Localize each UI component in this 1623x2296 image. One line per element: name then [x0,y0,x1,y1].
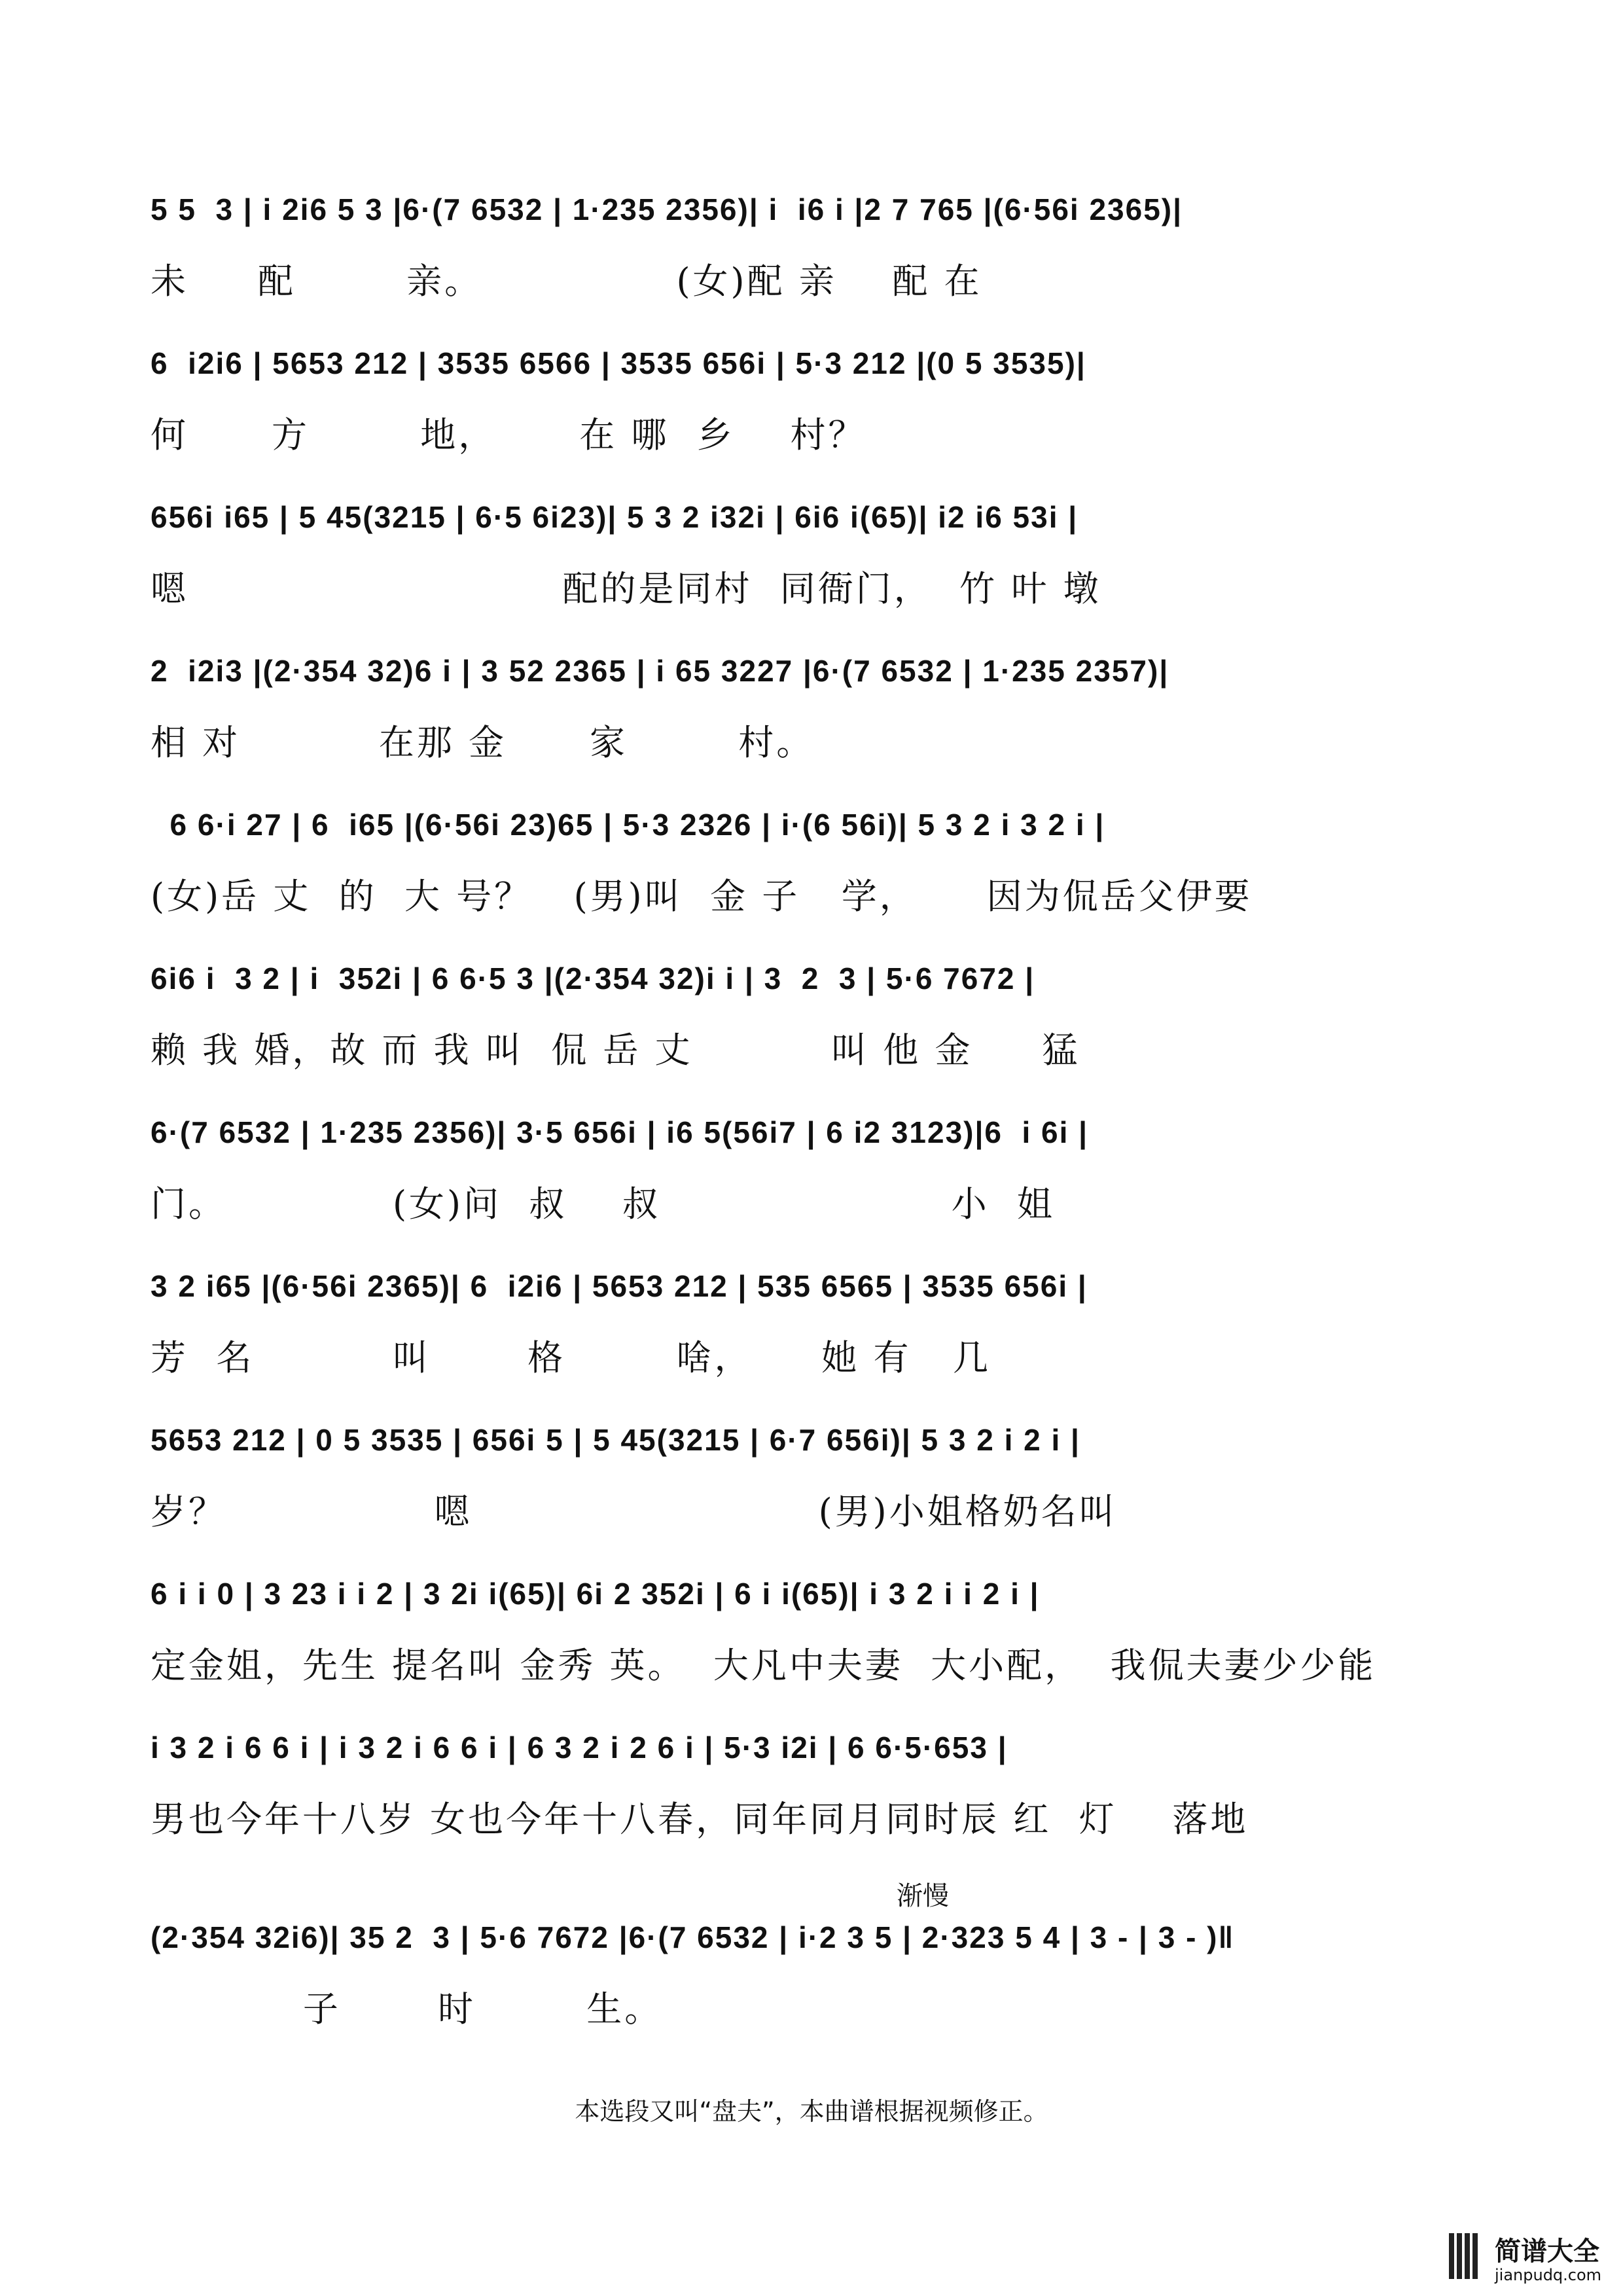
lyric-line: (女)岳 丈 的 大 号？ (男)叫 金 子 学， 因为侃岳父伊要 [151,876,1253,917]
lyric-line: 岁？ 嗯 (男)小姐格奶名叫 [151,1491,1117,1532]
tempo-marking: 渐慢 [897,1881,949,1911]
score-system-12 [151,1898,1472,2068]
score-system-4 [151,632,1472,802]
notation-line: 6 i i 0 | 3 23 i i 2 | 3 2i i(65)| 6i 2 352i | 6 i i(65)| i 3 2 i i 2 i | [151,1577,1040,1611]
score-system-3 [151,478,1472,648]
score-system-5 [151,785,1472,956]
score-system-10 [151,1554,1472,1725]
watermark-url: jianpudq.com [1495,2266,1602,2284]
watermark [1449,2228,1606,2287]
notation-line: 5 5 3 | i 2i6 5 3 |6·(7 6532 | 1·235 2356)| i i6 i |2 7 765 |(6·56i 2365)| [151,192,1183,226]
lyric-line: 男也今年十八岁 女也今年十八春，同年同月同时辰 红 灯 落地 [151,1799,1249,1840]
lyric-line: 嗯 配的是同村 同衙门， 竹 叶 墩 [151,568,1101,609]
score-system-9 [151,1401,1472,1571]
notation-line: 6·(7 6532 | 1·235 2356)| 3·5 656i | i6 5(56i7 | 6 i2 3123)|6 i 6i | [151,1115,1089,1149]
score-system-8 [151,1247,1472,1417]
score-system-6 [151,939,1472,1109]
lyric-line: 何 方 地， 在 哪 乡 村？ [151,414,866,456]
lyric-line: 相 对 在那 金 家 村。 [151,722,815,763]
footnote: 本选段又叫“盘夫”，本曲谱根据视频修正。 [575,2097,1048,2126]
notation-line: 2 i2i3 |(2·354 32)6 i | 3 52 2365 | i 65 3227 |6·(7 6532 | 1·235 2357)| [151,654,1169,688]
notation-line: 656i i65 | 5 45(3215 | 6·5 6i23)| 5 3 2 i32i | 6i6 i(65)| i2 i6 53i | [151,500,1079,534]
lyric-line: 未 配 亲。 (女)配 亲 配 在 [151,260,982,302]
notation-line: 6 i2i6 | 5653 212 | 3535 6566 | 3535 656i | 5·3 212 |(0 5 3535)| [151,346,1086,380]
lyric-line: 赖 我 婚，故 而 我 叫 侃 岳 丈 叫 他 金 猛 [151,1030,1080,1071]
piano-keys-icon [1449,2233,1488,2279]
notation-line: i 3 2 i 6 6 i | i 3 2 i 6 6 i | 6 3 2 i 2 6 i | 5·3 i2i | 6 6·5·653 | [151,1731,1008,1765]
notation-line: 6i6 i 3 2 | i 352i | 6 6·5 3 |(2·354 32)i i | 3 2 3 | 5·6 7672 | [151,961,1035,996]
lyric-line: 芳 名 叫 格 啥， 她 有 几 [151,1337,991,1378]
score-system-2 [151,324,1472,494]
score-system-7 [151,1093,1472,1263]
watermark-name: 简谱大全 [1495,2236,1599,2267]
lyric-line: 门。 (女)问 叔 叔 小 姐 [151,1183,1055,1225]
notation-line: (2·354 32i6)| 35 2 3 | 5·6 7672 |6·(7 6532 | i·2 3 5 | 2·323 5 4 | 3 - | 3 - )‖ [151,1920,1235,1954]
lyric-line: 定金姐，先生 提名叫 金秀 英。 大凡中夫妻 大小配， 我侃夫妻少少能 [151,1645,1376,1686]
notation-line: 6 6·i 27 | 6 i65 |(6·56i 23)65 | 5·3 2326 | i·(6 56i)| 5 3 2 i 3 2 i | [151,808,1105,842]
lyric-line: 子 时 生。 [151,1988,663,2030]
score-system-1 [151,170,1472,340]
notation-line: 3 2 i65 |(6·56i 2365)| 6 i2i6 | 5653 212 | 535 6565 | 3535 656i | [151,1269,1088,1303]
score-system-11 [151,1708,1472,1878]
notation-line: 5653 212 | 0 5 3535 | 656i 5 | 5 45(3215 | 6·7 656i)| 5 3 2 i 2 i | [151,1423,1080,1457]
